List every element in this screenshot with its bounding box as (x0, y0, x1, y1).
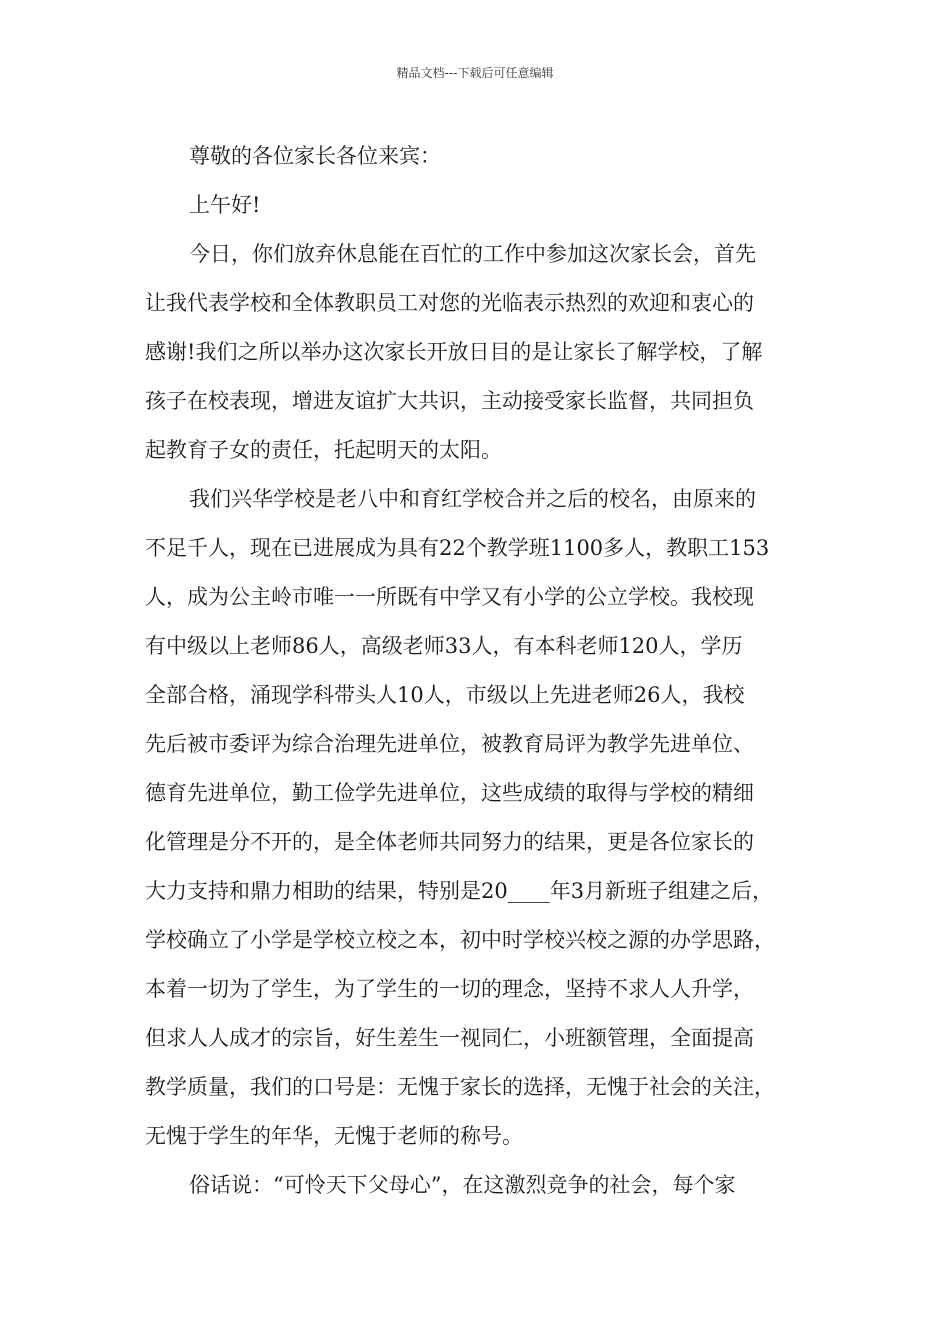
text-line: 俗话说：“可怜天下父母心”，在这激烈竞争的社会，每个家 (189, 1173, 736, 1197)
text-line: 但求人人成才的宗旨，好生差生一视同仁，小班额管理，全面提高 (145, 1026, 754, 1050)
text-line: 教学质量，我们的口号是：无愧于家长的选择，无愧于社会的关注， (145, 1075, 775, 1099)
text-line: 起教育子女的责任，托起明天的太阳。 (145, 438, 502, 462)
text-line: 让我代表学校和全体教职员工对您的光临表示热烈的欢迎和衷心的 (145, 291, 754, 315)
text-line: 学校确立了小学是学校立校之本，初中时学校兴校之源的办学思路， (145, 928, 775, 952)
text-line: 大力支持和鼎力相助的结果，特别是20____年3月新班子组建之后， (145, 879, 774, 903)
greeting: 尊敬的各位家长各位来宾： (189, 144, 441, 168)
paragraph-3 (145, 1161, 825, 1210)
paragraph-1 (145, 230, 825, 475)
text-line: 全部合格，涌现学科带头人10人，市级以上先进老师26人，我校 (145, 683, 745, 707)
text-line: 先后被市委评为综合治理先进单位，被教育局评为教学先进单位、 (145, 732, 754, 756)
text-line: 我们兴华学校是老八中和育红学校合并之后的校名，由原来的 (189, 487, 756, 511)
page-header: 精品文档---下载后可任意编辑 (396, 66, 554, 80)
document-body (145, 132, 825, 1210)
text-line: 不足千人，现在已进展成为具有22个教学班1100多人，教职工153 (145, 536, 770, 560)
text-line: 感谢!我们之所以举办这次家长开放日目的是让家长了解学校，了解 (145, 340, 763, 364)
salutation: 上午好! (189, 193, 261, 217)
text-line: 德育先进单位，勤工俭学先进单位，这些成绩的取得与学校的精细 (145, 781, 754, 805)
text-line: 本着一切为了学生，为了学生的一切的理念，坚持不求人人升学， (145, 977, 754, 1001)
paragraph-2 (145, 475, 825, 1161)
text-line: 今日，你们放弃休息能在百忙的工作中参加这次家长会，首先 (189, 242, 756, 266)
text-line: 化管理是分不开的，是全体老师共同努力的结果，更是各位家长的 (145, 830, 754, 854)
text-line: 无愧于学生的年华，无愧于老师的称号。 (145, 1124, 523, 1148)
text-line: 孩子在校表现，增进友谊扩大共识，主动接受家长监督，共同担负 (145, 389, 754, 413)
text-line: 人，成为公主岭市唯一一所既有中学又有小学的公立学校。我校现 (145, 585, 754, 609)
text-line: 有中级以上老师86人，高级老师33人，有本科老师120人，学历 (145, 634, 743, 658)
